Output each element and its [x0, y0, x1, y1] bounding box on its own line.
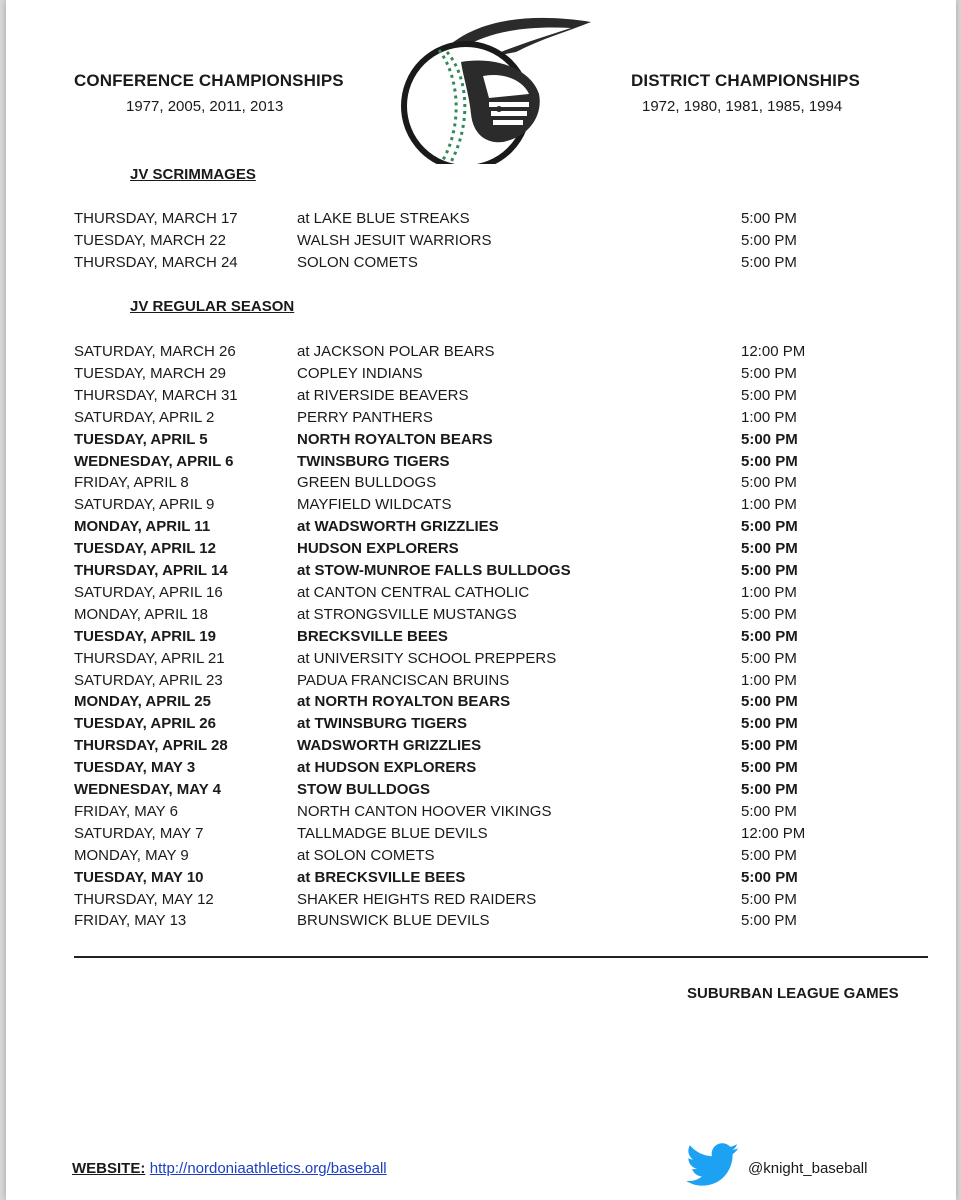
game-date: WEDNESDAY, MAY 4: [74, 781, 221, 798]
game-opponent: at LAKE BLUE STREAKS: [297, 210, 470, 227]
game-date: TUESDAY, MAY 3: [74, 759, 196, 777]
schedule-page: [6, 0, 956, 1200]
game-date: TUESDAY, APRIL 5: [74, 430, 208, 448]
game-time: 1:00 PM: [741, 408, 797, 426]
game-time: 5:00 PM: [741, 474, 797, 492]
game-time: 5:00 PM: [741, 364, 797, 382]
game-time: 5:00 PM: [741, 562, 798, 579]
game-opponent: COPLEY INDIANS: [297, 364, 423, 382]
game-date: WEDNESDAY, APRIL 6: [74, 452, 234, 470]
game-row: [6, 735, 956, 757]
game-date: MONDAY, APRIL 18: [74, 605, 208, 623]
game-time: 5:00 PM: [741, 627, 798, 645]
game-row: [6, 494, 956, 516]
game-row: [6, 407, 956, 429]
game-time: 5:00 PM: [741, 210, 797, 227]
game-time: 5:00 PM: [741, 452, 798, 470]
game-opponent: at STRONGSVILLE MUSTANGS: [297, 605, 517, 623]
game-opponent: at JACKSON POLAR BEARS: [297, 343, 495, 360]
game-row: [6, 582, 956, 604]
game-row: [6, 341, 956, 363]
game-row: [6, 538, 956, 560]
game-date: TUESDAY, MAY 10: [74, 868, 204, 886]
game-opponent: at RIVERSIDE BEAVERS: [297, 386, 469, 404]
twitter-bird-icon[interactable]: [686, 1143, 740, 1187]
game-row: [6, 889, 956, 911]
game-time: 5:00 PM: [741, 518, 798, 536]
game-date: SATURDAY, APRIL 9: [74, 496, 215, 514]
game-time: 5:00 PM: [741, 846, 797, 864]
game-time: 5:00 PM: [741, 540, 798, 558]
game-date: THURSDAY, APRIL 14: [74, 562, 228, 579]
conference-championships-years: 1977, 2005, 2011, 2013: [126, 98, 284, 115]
game-time: 1:00 PM: [741, 583, 797, 601]
game-opponent: at STOW-MUNROE FALLS BULLDOGS: [297, 562, 571, 579]
game-date: THURSDAY, MARCH 17: [74, 210, 238, 227]
game-time: 5:00 PM: [741, 890, 797, 908]
game-opponent: NORTH ROYALTON BEARS: [297, 430, 493, 448]
game-date: TUESDAY, APRIL 26: [74, 715, 216, 733]
game-row: [6, 845, 956, 867]
game-date: SATURDAY, APRIL 16: [74, 583, 223, 601]
game-row: [6, 801, 956, 823]
game-row: [6, 560, 956, 582]
knight-baseball-logo-icon: [391, 14, 601, 164]
game-row: [6, 451, 956, 473]
game-opponent: WALSH JESUIT WARRIORS: [297, 232, 492, 249]
game-opponent: SHAKER HEIGHTS RED RAIDERS: [297, 890, 537, 908]
game-row: [6, 516, 956, 538]
game-time: 5:00 PM: [741, 430, 798, 448]
game-opponent: GREEN BULLDOGS: [297, 474, 437, 492]
game-date: MONDAY, APRIL 25: [74, 693, 211, 711]
game-opponent: at CANTON CENTRAL CATHOLIC: [297, 583, 530, 601]
game-date: TUESDAY, APRIL 12: [74, 540, 216, 558]
game-time: 5:00 PM: [741, 254, 797, 271]
district-championships-title: DISTRICT CHAMPIONSHIPS: [631, 71, 860, 90]
game-opponent: NORTH CANTON HOOVER VIKINGS: [297, 802, 552, 820]
game-opponent: SOLON COMETS: [297, 254, 418, 271]
game-row: [6, 713, 956, 735]
game-opponent: TALLMADGE BLUE DEVILS: [297, 824, 488, 842]
game-time: 5:00 PM: [741, 802, 797, 820]
game-date: SATURDAY, MAY 7: [74, 824, 204, 842]
game-date: SATURDAY, APRIL 2: [74, 408, 215, 426]
divider: [74, 956, 928, 958]
game-row: [6, 208, 956, 230]
jv-scrimmages-heading: JV SCRIMMAGES: [130, 166, 256, 183]
game-date: TUESDAY, APRIL 19: [74, 627, 216, 645]
game-opponent: MAYFIELD WILDCATS: [297, 496, 452, 514]
game-time: 5:00 PM: [741, 759, 798, 777]
game-date: THURSDAY, APRIL 28: [74, 737, 228, 755]
game-time: 5:00 PM: [741, 868, 798, 886]
game-date: SATURDAY, APRIL 23: [74, 671, 223, 689]
game-time: 5:00 PM: [741, 386, 797, 404]
game-date: TUESDAY, MARCH 22: [74, 232, 226, 249]
game-row: [6, 823, 956, 845]
game-opponent: at WADSWORTH GRIZZLIES: [297, 518, 499, 536]
jv-regular-season-heading: JV REGULAR SEASON: [130, 298, 295, 315]
game-row: [6, 472, 956, 494]
game-opponent: PADUA FRANCISCAN BRUINS: [297, 671, 510, 689]
game-row: [6, 604, 956, 626]
game-opponent: at SOLON COMETS: [297, 846, 435, 864]
game-opponent: at UNIVERSITY SCHOOL PREPPERS: [297, 649, 557, 667]
game-row: [6, 670, 956, 692]
game-row: [6, 626, 956, 648]
game-row: [6, 429, 956, 451]
game-time: 1:00 PM: [741, 671, 797, 689]
game-time: 12:00 PM: [741, 343, 806, 360]
game-row: [6, 385, 956, 407]
game-row: [6, 252, 956, 274]
game-time: 5:00 PM: [741, 693, 798, 711]
game-row: [6, 691, 956, 713]
district-championships-years: 1972, 1980, 1981, 1985, 1994: [642, 98, 843, 115]
game-date: TUESDAY, MARCH 29: [74, 364, 226, 382]
game-date: THURSDAY, MARCH 31: [74, 386, 238, 404]
game-date: FRIDAY, MAY 13: [74, 912, 187, 930]
game-row: [6, 363, 956, 385]
game-date: THURSDAY, MARCH 24: [74, 254, 238, 271]
game-row: [6, 230, 956, 252]
website-label: WEBSITE:: [72, 1160, 146, 1177]
game-time: 5:00 PM: [741, 715, 798, 733]
game-opponent: at NORTH ROYALTON BEARS: [297, 693, 511, 711]
game-time: 5:00 PM: [741, 232, 797, 249]
game-time: 12:00 PM: [741, 824, 806, 842]
game-row: [6, 779, 956, 801]
game-row: [6, 757, 956, 779]
game-opponent: WADSWORTH GRIZZLIES: [297, 737, 482, 755]
game-date: MONDAY, MAY 9: [74, 846, 189, 864]
game-row: [6, 910, 956, 932]
game-opponent: BRECKSVILLE BEES: [297, 627, 448, 645]
game-time: 5:00 PM: [741, 649, 797, 667]
game-date: THURSDAY, APRIL 21: [74, 649, 225, 667]
game-opponent: BRUNSWICK BLUE DEVILS: [297, 912, 490, 930]
website-line: [72, 1160, 387, 1178]
conference-championships-title: CONFERENCE CHAMPIONSHIPS: [74, 71, 344, 90]
game-row: [6, 867, 956, 889]
suburban-league-legend: SUBURBAN LEAGUE GAMES: [687, 985, 899, 1002]
game-opponent: at HUDSON EXPLORERS: [297, 759, 477, 777]
game-time: 5:00 PM: [741, 912, 797, 930]
game-date: SATURDAY, MARCH 26: [74, 343, 236, 360]
game-time: 5:00 PM: [741, 737, 798, 755]
game-opponent: HUDSON EXPLORERS: [297, 540, 459, 558]
game-opponent: at BRECKSVILLE BEES: [297, 868, 466, 886]
game-date: THURSDAY, MAY 12: [74, 890, 214, 908]
game-opponent: PERRY PANTHERS: [297, 408, 433, 426]
game-time: 5:00 PM: [741, 605, 797, 623]
game-opponent: at TWINSBURG TIGERS: [297, 715, 468, 733]
game-time: 5:00 PM: [741, 781, 798, 798]
website-link[interactable]: http://nordoniaathletics.org/baseball: [149, 1160, 387, 1177]
game-row: [6, 648, 956, 670]
twitter-handle[interactable]: @knight_baseball: [748, 1160, 868, 1177]
game-time: 1:00 PM: [741, 496, 797, 514]
game-date: MONDAY, APRIL 11: [74, 518, 211, 536]
game-date: FRIDAY, APRIL 8: [74, 474, 189, 492]
game-opponent: STOW BULLDOGS: [297, 781, 431, 798]
game-date: FRIDAY, MAY 6: [74, 802, 178, 820]
game-opponent: TWINSBURG TIGERS: [297, 452, 450, 470]
